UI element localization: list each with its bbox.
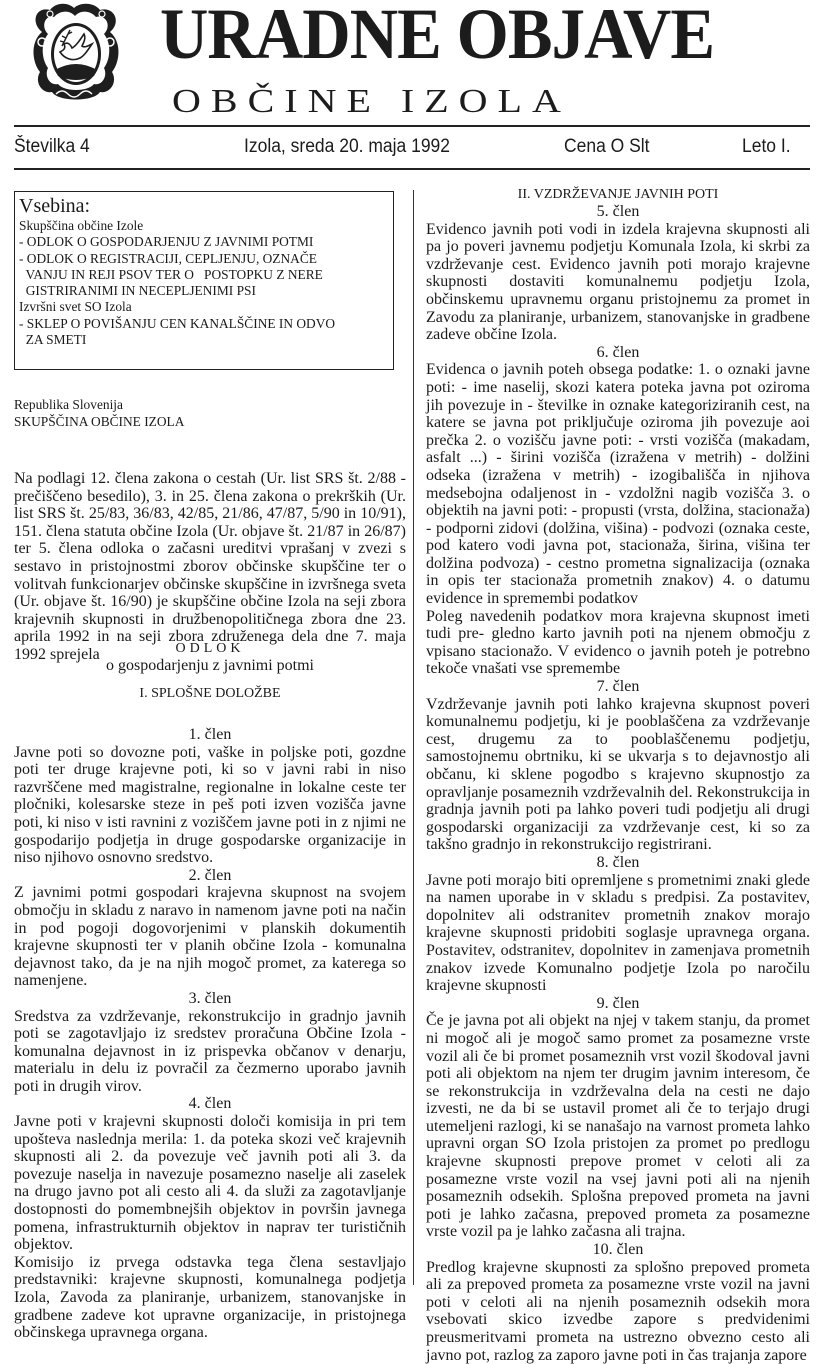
article-heading: 8. člen (596, 853, 640, 871)
contents-item: - ODLOK O GOSPODARJENJU Z JAVNIMI POTMI (19, 234, 314, 250)
article (426, 678, 810, 854)
header-rule-top (14, 125, 810, 127)
contents-item: - SKLEP O POVIŠANJU CEN KANALŠČINE IN ODVO (19, 315, 336, 331)
article-paragraph: Predlog krajevne skupnosti za splošno prepoved prometa ali za prepoved prometa za posamezne vrste vozil na javni poti v celoti ali na njenih posameznih odsekih mora vsebovati skico izvedbe zapore s predvidenimi preusmeritvami prometa na ustrezno obvezno cesto ali javno pot, razlog za zaporo javne poti in čas trajanja zapore (426, 1258, 810, 1364)
izola-coat-of-arms-icon (22, 2, 130, 106)
decree-title: ODLOK (175, 641, 245, 656)
article-paragraph: Javne poti so dovozne poti, vaške in poljske poti, gozdne poti ter druge krajevne poti, ki so v javni rabi in niso razvrščene med magistralne, regionalne in lokalne ceste ter pločniki, kolesarske steze in peš poti izven vozišča javne poti, ki niso v isti ravnini z voziščem javne poti in z njimi ne gospodarijo podjetja in druge gospodarske organizacije in niso njihovo osnovno sredstvo. (14, 743, 406, 867)
article (426, 995, 810, 1241)
section-heading-2: II. VZDRŽEVANJE JAVNIH POTI (517, 187, 719, 202)
article-heading: 4. člen (188, 1095, 232, 1113)
contents-box (14, 191, 394, 370)
contents-item: - ODLOK O REGISTRACIJI, CEPLJENJU, OZNAČE (19, 250, 317, 266)
decree-subtitle: o gospodarjenju z javnimi potmi (106, 657, 314, 674)
issue-place-date: Izola, sreda 20. maja 1992 (244, 136, 451, 157)
publication-title: URADNE OBJAVE (160, 0, 715, 74)
article-paragraph: Vzdrževanje javnih poti lahko krajevna skupnost poveri komunalnemu podjetju, ki je pooblaščena za vzdrževanje cest, drugemu za to pooblaščenemu podjetju, samostojnemu obrtniku, ki se ukvarja s to dejavnostjo ali občanu, ki sklene pogodbo s krajevno skupnostjo za opravljanje posameznih vzdrževalnih del. Rekonstrukcija in gradnja javnih poti pa lahko poveri tudi podjetju ali drugi gospodarski organizaciji za vzdrževanje cest, ki so za takšno gradnjo in rekonstrukcijo registrirani. (426, 695, 810, 854)
article-heading: 3. člen (188, 989, 232, 1007)
contents-title: Vsebina: (19, 195, 91, 217)
article-paragraph: Poleg navedenih podatkov mora krajevna skupnost imeti tudi pre- gledno karto javnih poti na njenem območju z vpisano stacionažo. V evidenco o javnih poteh je potrebno tekoče vnašati vse spremembe (426, 607, 810, 678)
right-column-articles (426, 186, 810, 1364)
article (426, 854, 810, 995)
article (426, 1241, 810, 1364)
issuer-body: SKUPŠČINA OBČINE IZOLA (14, 414, 185, 429)
article-heading: 2. člen (188, 866, 232, 884)
article-paragraph: Javne poti v krajevni skupnosti določi komisija in pri tem upošteva naslednja merila: 1. da poteka skozi več krajevnih skupnosti ali 2. da povezuje več javnih poti ali 3. da povezuje naselja in navezuje posamezno naselje ali zaselek na drugo javno pot ali cesto ali 4. da služi za zagotavljanje dostopnosti do pomembnejših objektov in površin javnega pomena, infrastrukturnih objektov in naprav ter turističnih objektov. (14, 1113, 406, 1254)
issue-number: Številka 4 (14, 136, 90, 157)
issuer-block (14, 396, 406, 430)
article (14, 867, 406, 990)
publication-subtitle: OBČINE IZOLA (172, 81, 571, 120)
article-heading: 7. člen (596, 678, 640, 696)
article-heading: 9. člen (596, 994, 640, 1012)
issue-price: Cena O Slt (564, 136, 650, 157)
article-paragraph: Z javnimi potmi gospodari krajevna skupnost na svojem območju in skladu z naravo in namenom javne poti na način in pod pogoji dogovorjenimi v planskih dokumentih krajevne skupnosti ter v planih občine Izola - komunalna dejavnost tako, da je na njih mogoč promet, za katerega so namenjene. (14, 884, 406, 990)
article-heading: 10. člen (592, 1241, 644, 1259)
issuer-country: Republika Slovenija (14, 397, 123, 412)
preamble: Na podlagi 12. člena zakona o cestah (Ur. list SRS št. 2/88 - prečiščeno besedilo), 3. in 25. člena zakona o prekrških (Ur. list SRS št. 25/83, 36/83, 42/85, 21/86, 47/87, 5/90 in 10/91), 151. člena statuta občine Izola (Ur. objave št. 21/87 in 26/87) ter 5. člena odloka o začasni ureditvi vprašanj v zvezi s sestavo in pristojnostmi zborov občinske skupščine ter o volitvah funkcionarjev občinske skupščine in izvršnega sveta (Ur. objave št. 16/90) je skupščine občine Izola na seji zbora krajevnih skupnosti in družbenopolitičnega zbora dne 23. aprila 1992 in na seji zbora združenega dela dne 7. maja 1992 sprejela (14, 470, 406, 663)
contents-item: GISTRIRANIMI IN NECEPLJENIMI PSI (19, 283, 256, 299)
article-paragraph: Sredstva za vzdrževanje, rekonstrukcijo in gradnjo javnih poti se zagotavljajo iz sredstev proračuna Občine Izola - komunalna dejavnost in iz prispevka občanov v denarju, materialu in delu iz povračil za čezmerno uporabo javnih poti in drugih virov. (14, 1007, 406, 1095)
contents-item: VANJU IN REJI PSOV TER O POSTOPKU Z NERE (19, 266, 323, 282)
article-heading: 6. člen (596, 343, 640, 361)
contents-item: Skupščina občine Izole (19, 218, 144, 233)
header-rule-bottom (14, 168, 810, 170)
contents-item: Izvršni svet SO Izola (19, 299, 132, 315)
article-paragraph: Komisijo iz prvega odstavka tega člena sestavljajo predstavniki: krajevne skupnosti, komunalnega podjetja Izola, Zavoda za planiranje, urbanizem, stanovanjske in gradbene zadeve kot upravne organizacije, in pristojnega občinskega upravnega organa. (14, 1253, 406, 1342)
masthead (0, 0, 820, 170)
article-paragraph: Javne poti morajo biti opremljene s prometnimi znaki glede na namen uporabe in v skladu s predpisi. Za postavitev, dopolnitev ali odstranitev prometnih znakov morajo krajevne skupnosti pridobiti soglasje upravnega organa. Postavitev, odstranitev, dopolnitev in zamenjava prometnih znakov izvede Komunalno podjetje Izola po naročilu krajevne skupnosti (426, 871, 810, 995)
issue-info-bar (14, 133, 810, 161)
article-paragraph: Evidenca o javnih poteh obsega podatke: 1. o oznaki javne poti: - ime naselij, skozi katera poteka javna pot oziroma jih povezuje in - številke in oznake kategoriziranih cest, na katere se javna pot priključuje oziroma jih povezuje aoi prečka 2. o vozišču javne poti: - vrsti vozišča (makadam, asfalt ...) - širini vozišča (izražena v metrih) - dolžini odseka (izražena v metrih) - izogibališča in njihova medsebojna odaljenost in - vzdolžni nagib vozišča 3. o objektih na javni poti: - propusti (vrsta, dolžina, stacionaža) - podporni zidovi (dolžina, višina) - podvozi (oznaka ceste, pod katero vodi javna pot, stacionaža, širina, višina ter dolžina podvoza) - cestno prometna signalizacija (oznaka in opis ter stacionaža prometnih znakov) 4. o datumu evidence in spremembi podatkov (426, 361, 810, 608)
article (426, 203, 810, 344)
article-heading: 1. člen (188, 726, 232, 743)
contents-item: ZA SMETI (19, 332, 87, 348)
article-paragraph: Evidenco javnih poti vodi in izdela krajevna skupnosti ali pa jo poveri javnemu podjetju Komunala Izola, ki skrbi za vzdrževanje cest. Evidenco javnih poti morajo krajevne skupnosti dostaviti komunalnemu podjetju Izola, občinskemu upravnemu organu pristojnemu za promet in Zavodu za planiranje, urbanizem, stanovanjske in gradbene zadeve občine Izola. (426, 220, 810, 344)
article (14, 1095, 406, 1341)
section-heading-1: I. SPLOŠNE DOLOŽBE (139, 686, 281, 701)
article (14, 726, 406, 867)
article (426, 344, 810, 678)
article (14, 990, 406, 1096)
issue-year: Leto I. (742, 136, 791, 157)
decree-heading (14, 640, 406, 702)
article-paragraph: Če je javna pot ali objekt na njej v takem stanju, da promet ni mogoč ali je mogoč samo promet za posamezne vrste vozil ali če bi promet posameznih vrst vozil škodoval javni poti ali objektom na njem ter drugim javnim interesom, če se rekonstrukcija in vzdrževalna dela na cesti ne dajo izvesti, ne da bi se ustavil promet ali če to terjajo drugi utemeljeni razlogi, ki se nanašajo na varnost prometa lahko upravni organ SO Izola pristojen za promet po predlogu krajevne skupnosti prepove promet v celoti ali za posamezne vrste vozil na vsej javni poti ali na njenih posameznih odsekih. Splošna prepoved prometa na javni poti je lahko začasna, prepoved prometa za posamezne vrste vozil pa je lahko začasna ali trajna. (426, 1012, 810, 1241)
article-heading: 5. člen (596, 203, 640, 220)
left-column-articles (14, 726, 406, 1342)
column-divider (413, 190, 414, 1285)
